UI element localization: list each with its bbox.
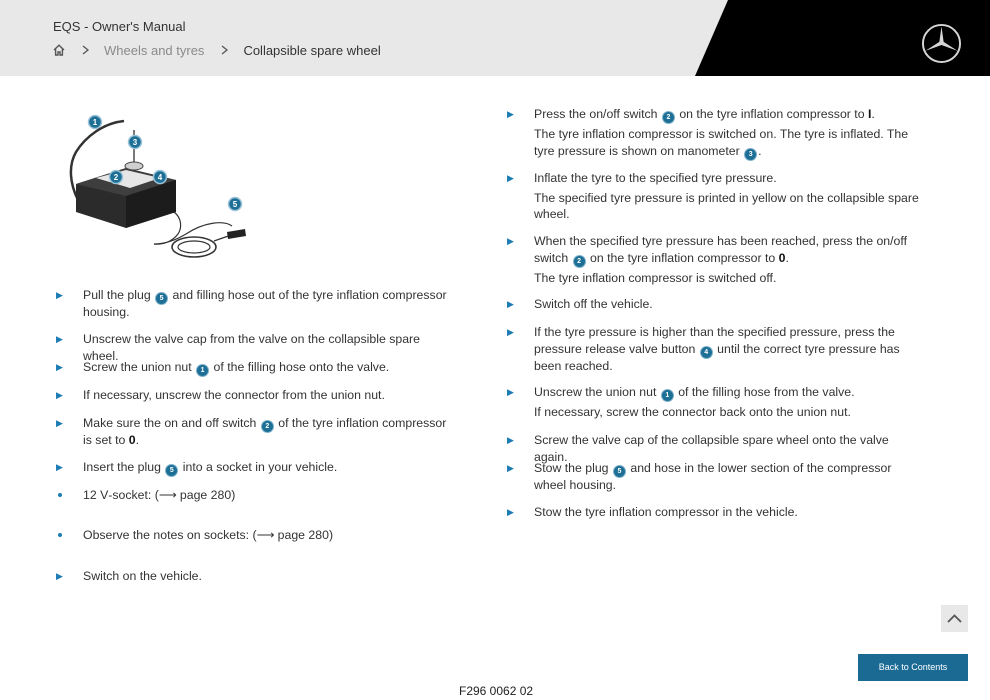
callout-1: 1 bbox=[92, 118, 98, 127]
switch-value: I bbox=[867, 107, 872, 121]
step-text: into a socket in your vehicle. bbox=[179, 460, 338, 474]
back-to-contents-button[interactable]: Back to Contents bbox=[858, 654, 968, 681]
triangle-bullet-icon: ▶ bbox=[56, 571, 63, 581]
step-result: If necessary, screw the connector back onto the union nut. bbox=[534, 405, 851, 419]
callout-num: 1 bbox=[662, 390, 673, 401]
triangle-bullet-icon: ▶ bbox=[507, 109, 514, 119]
chevron-right-icon bbox=[81, 45, 90, 55]
callout-num: 3 bbox=[745, 149, 756, 160]
step-text: Unscrew the valve cap from the valve on the collapsible spare wheel. bbox=[83, 332, 420, 363]
callout-num: 5 bbox=[156, 293, 167, 304]
step-text: . bbox=[785, 250, 789, 265]
step-text: Screw the union nut bbox=[83, 360, 196, 374]
step-text: of the tyre inflation compressor is set to bbox=[83, 416, 447, 447]
triangle-bullet-icon: ▶ bbox=[56, 462, 63, 472]
breadcrumb-wheels-and-tyres[interactable]: Wheels and tyres bbox=[104, 42, 205, 58]
breadcrumb-current: Collapsible spare wheel bbox=[243, 42, 381, 58]
callout-4: 4 bbox=[157, 173, 163, 182]
step-text: Stow the plug bbox=[534, 461, 612, 475]
step-text: on the tyre inflation compressor to bbox=[586, 250, 779, 265]
figure-caption: F296 0062 02 bbox=[459, 684, 534, 698]
step-text: Screw the valve cap of the collapsible spare wheel onto the valve again. bbox=[534, 433, 889, 464]
triangle-bullet-icon: ▶ bbox=[507, 507, 514, 517]
step-text: Unscrew the union nut bbox=[534, 385, 660, 399]
left-steps bbox=[56, 287, 456, 587]
step-text: If the tyre pressure is higher than the specified pressure, press the pressure release valve button bbox=[534, 325, 895, 356]
step-text: on the tyre inflation compressor to bbox=[675, 107, 868, 121]
callout-num: 2 bbox=[574, 256, 585, 267]
step-result: The specified tyre pressure is printed in yellow on the collapsible spare wheel. bbox=[534, 190, 919, 221]
scroll-to-top-button[interactable] bbox=[941, 605, 968, 632]
step-text: . bbox=[871, 107, 875, 121]
step-text: Pull the plug bbox=[83, 288, 155, 302]
step-result bbox=[534, 126, 922, 160]
step-text: Stow the tyre inflation compressor in the vehicle. bbox=[534, 505, 798, 519]
compressor-illustration bbox=[64, 108, 254, 276]
breadcrumb bbox=[53, 42, 381, 58]
switch-value: 0 bbox=[778, 250, 786, 265]
chevron-up-icon bbox=[941, 605, 968, 632]
callout-num: 5 bbox=[166, 465, 177, 476]
chevron-right-icon bbox=[220, 45, 229, 55]
step-text: and filling hose out of the tyre inflation compressor housing. bbox=[83, 288, 447, 319]
callout-num: 5 bbox=[614, 466, 625, 477]
callout-num: 2 bbox=[262, 421, 273, 432]
callout-num: 1 bbox=[197, 365, 208, 376]
app-title: EQS - Owner's Manual bbox=[53, 19, 186, 34]
triangle-bullet-icon: ▶ bbox=[507, 327, 514, 337]
socket-notes-link[interactable]: Observe the notes on sockets: (⟶ page 280) bbox=[83, 528, 334, 542]
step-text: of the filling hose from the valve. bbox=[674, 385, 855, 399]
triangle-bullet-icon: ▶ bbox=[507, 299, 514, 309]
triangle-bullet-icon: ▶ bbox=[507, 387, 514, 397]
callout-2: 2 bbox=[113, 173, 119, 182]
result-text: The tyre inflation compressor is switched on. The tyre is inflated. The tyre pressure is shown on manometer bbox=[534, 127, 909, 158]
triangle-bullet-icon: ▶ bbox=[507, 236, 514, 246]
triangle-bullet-icon: ▶ bbox=[56, 418, 63, 428]
step-text: If necessary, unscrew the connector from the union nut. bbox=[83, 388, 385, 402]
step-text: Press the on/off switch bbox=[534, 107, 661, 121]
header bbox=[0, 0, 990, 76]
triangle-bullet-icon: ▶ bbox=[56, 390, 63, 400]
triangle-bullet-icon: ▶ bbox=[56, 334, 63, 344]
step-text: Switch on the vehicle. bbox=[83, 569, 202, 583]
step-text: Make sure the on and off switch bbox=[83, 416, 260, 430]
step-text: until the correct tyre pressure has been reached. bbox=[534, 341, 900, 373]
socket-link[interactable]: 12 V‑socket: (⟶ page 280) bbox=[83, 488, 236, 502]
triangle-bullet-icon: ▶ bbox=[507, 173, 514, 183]
triangle-bullet-icon: ▶ bbox=[507, 435, 514, 445]
dot-bullet-icon bbox=[58, 533, 62, 537]
result-text: . bbox=[758, 143, 762, 158]
step-text: of the filling hose onto the valve. bbox=[210, 360, 390, 374]
triangle-bullet-icon: ▶ bbox=[507, 463, 514, 473]
triangle-bullet-icon: ▶ bbox=[56, 290, 63, 300]
step-text: Inflate the tyre to the specified tyre pressure. bbox=[534, 171, 777, 185]
triangle-bullet-icon: ▶ bbox=[56, 362, 63, 372]
mercedes-star-logo[interactable] bbox=[921, 23, 962, 64]
switch-value: 0 bbox=[128, 433, 136, 447]
step-text: and hose in the lower section of the compressor wheel housing. bbox=[534, 461, 892, 492]
step-text: When the specified tyre pressure has been reached, press the on/off switch bbox=[534, 234, 908, 265]
step-text: . bbox=[135, 433, 140, 447]
right-steps bbox=[507, 106, 927, 526]
step-text: Switch off the vehicle. bbox=[534, 297, 653, 311]
step-result: The tyre inflation compressor is switched off. bbox=[534, 270, 777, 285]
callout-5: 5 bbox=[232, 200, 238, 209]
home-icon[interactable] bbox=[53, 44, 65, 56]
callout-num: 2 bbox=[663, 112, 674, 123]
callout-num: 4 bbox=[701, 347, 712, 358]
step-text: Insert the plug bbox=[83, 460, 165, 474]
callout-3: 3 bbox=[132, 138, 138, 147]
dot-bullet-icon bbox=[58, 493, 62, 497]
